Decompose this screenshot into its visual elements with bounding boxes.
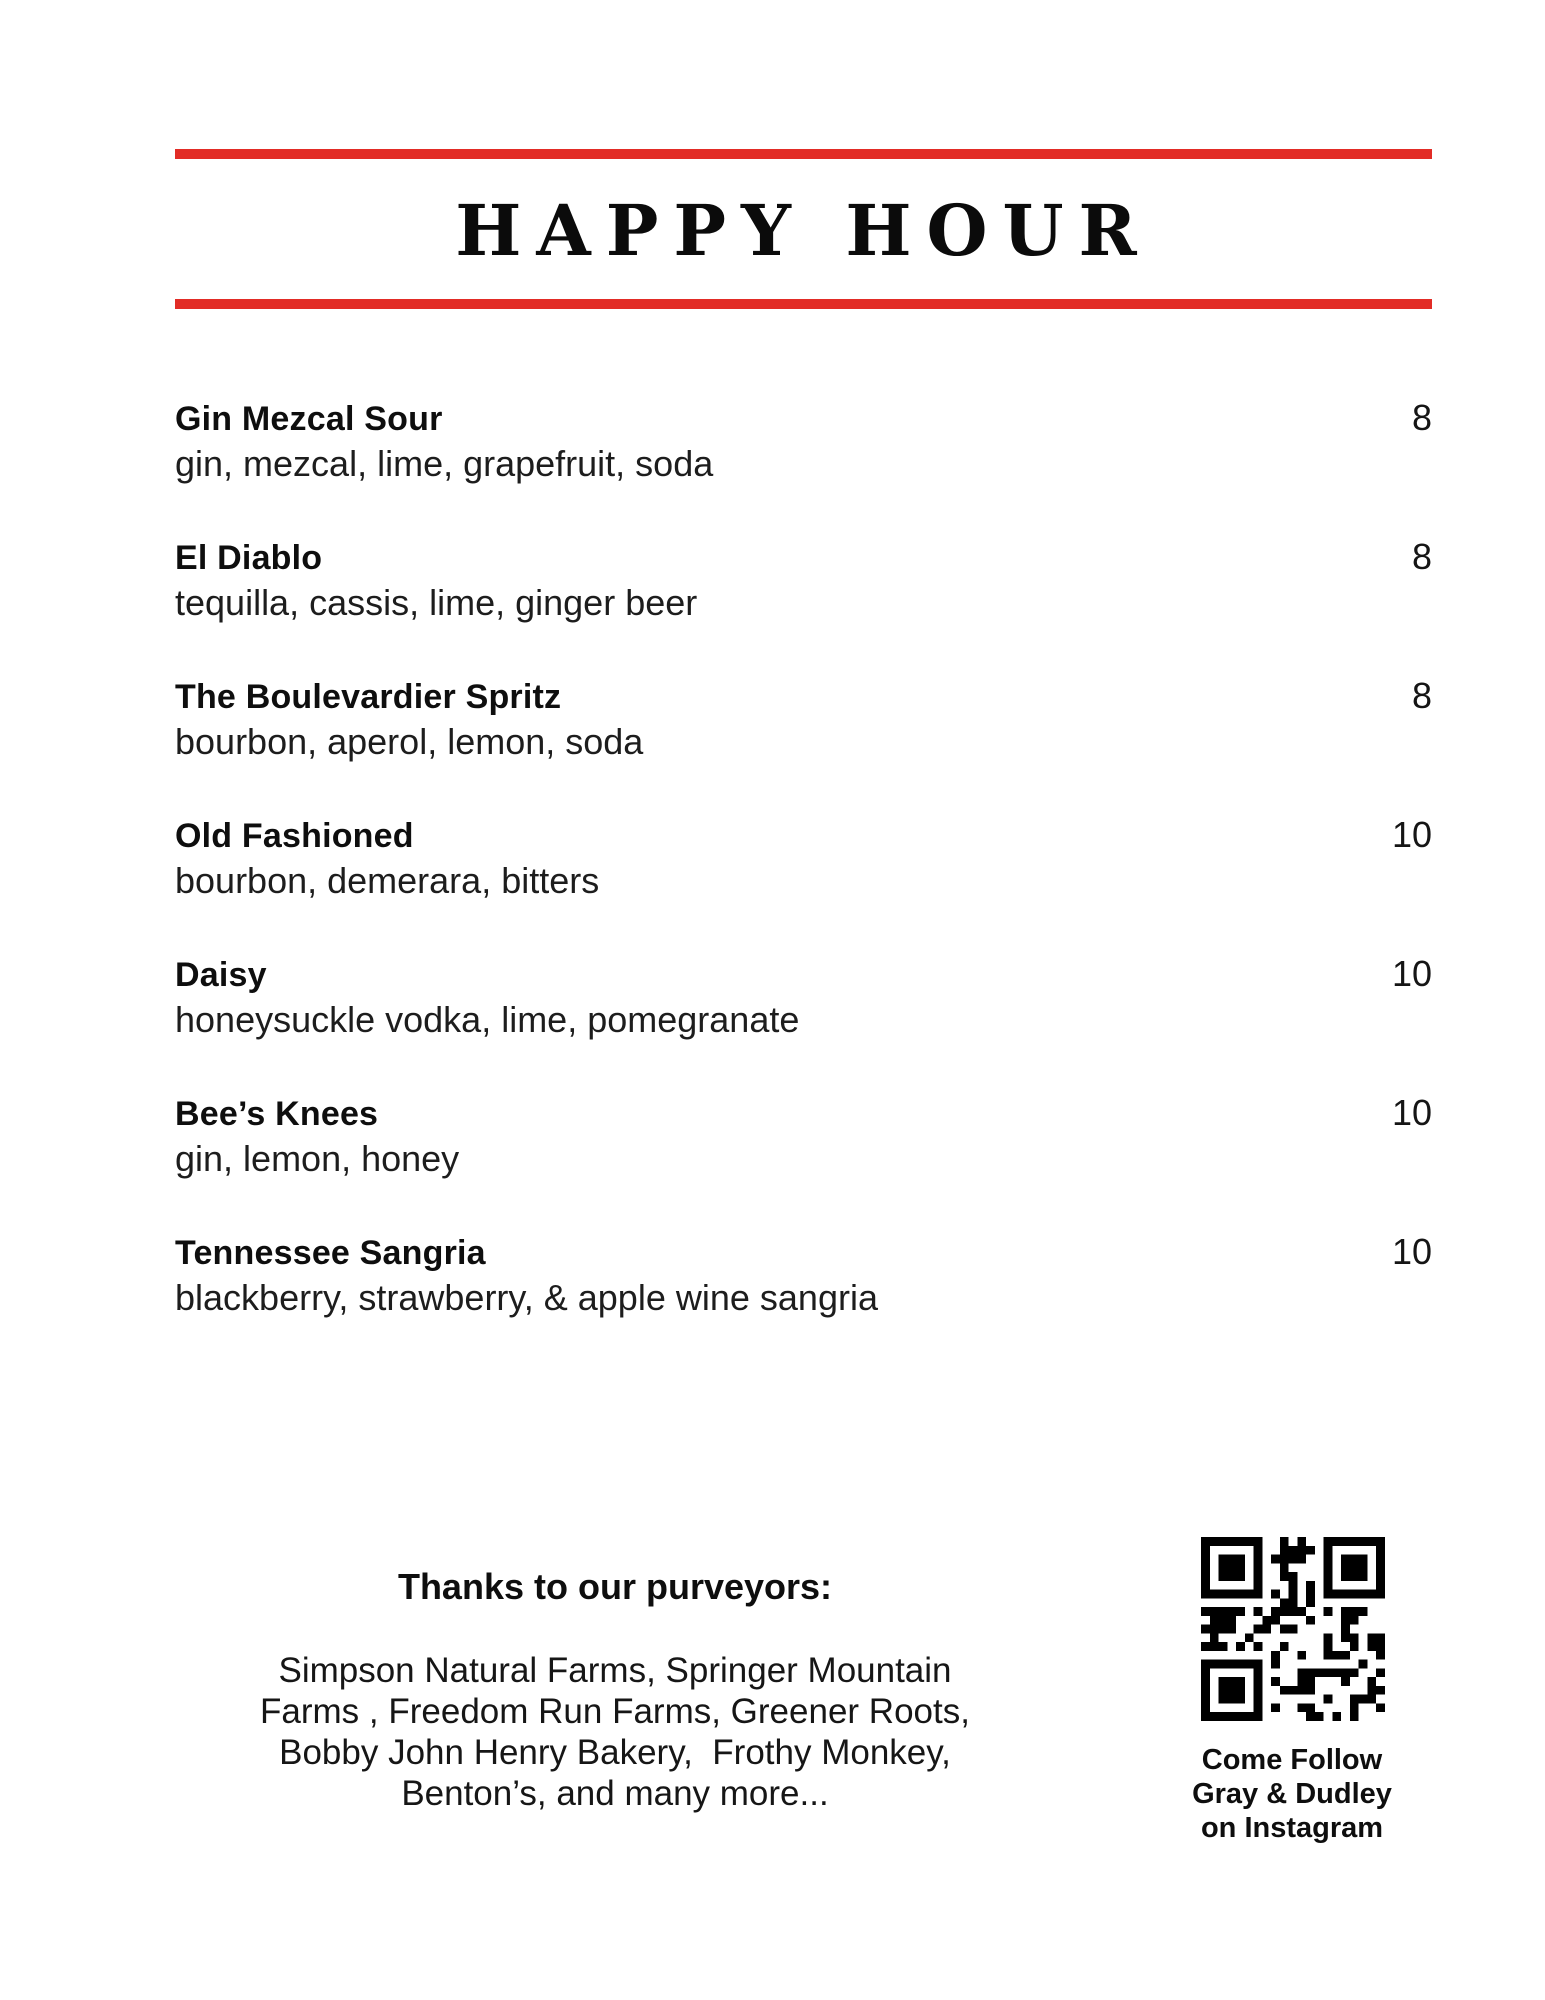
instagram-qr-code (1201, 1537, 1385, 1721)
top-red-rule (175, 149, 1432, 159)
item-name: Daisy (175, 956, 267, 994)
qr-caption-line: on Instagram (1200, 1812, 1384, 1844)
menu-item (175, 674, 1432, 765)
item-description: honeysuckle vodka, lime, pomegranate (175, 999, 800, 1040)
item-description: bourbon, aperol, lemon, soda (175, 721, 644, 762)
menu-item (175, 535, 1432, 626)
purveyors-line: Farms , Freedom Run Farms, Greener Roots, (260, 1692, 970, 1731)
purveyors-section (175, 1566, 1055, 1814)
item-name: The Boulevardier Spritz (175, 678, 562, 716)
item-price: 10 (1391, 1231, 1432, 1272)
page-title: HAPPY HOUR (455, 189, 1152, 272)
item-price: 8 (1411, 536, 1432, 577)
item-description: gin, lemon, honey (175, 1138, 460, 1179)
menu-item (175, 952, 1432, 1043)
item-price: 10 (1391, 953, 1432, 994)
item-price: 8 (1411, 675, 1432, 716)
item-price: 10 (1391, 814, 1432, 855)
purveyors-line: Simpson Natural Farms, Springer Mountain (278, 1651, 952, 1690)
menu-item (175, 1230, 1432, 1321)
item-description: blackberry, strawberry, & apple wine sangria (175, 1277, 878, 1318)
menu-item (175, 1091, 1432, 1182)
bottom-red-rule (175, 299, 1432, 309)
purveyors-line: Bobby John Henry Bakery, Frothy Monkey, (279, 1733, 951, 1772)
purveyors-heading: Thanks to our purveyors: (397, 1566, 833, 1607)
purveyors-line: Benton’s, and many more... (401, 1774, 829, 1813)
qr-caption (1142, 1743, 1442, 1845)
item-name: Gin Mezcal Sour (175, 400, 443, 438)
item-description: gin, mezcal, lime, grapefruit, soda (175, 443, 714, 484)
purveyors-list (175, 1650, 1055, 1814)
menu-item (175, 396, 1432, 487)
item-name: Old Fashioned (175, 817, 414, 855)
item-name: Bee’s Knees (175, 1095, 379, 1133)
item-name: Tennessee Sangria (175, 1234, 486, 1272)
menu-item (175, 813, 1432, 904)
item-price: 10 (1391, 1092, 1432, 1133)
item-name: El Diablo (175, 539, 323, 577)
cocktail-list (175, 396, 1432, 1369)
item-description: tequilla, cassis, lime, ginger beer (175, 582, 698, 623)
item-description: bourbon, demerara, bitters (175, 860, 600, 901)
item-price: 8 (1411, 397, 1432, 438)
qr-caption-line: Gray & Dudley (1192, 1778, 1392, 1810)
qr-caption-line: Come Follow (1201, 1744, 1383, 1776)
